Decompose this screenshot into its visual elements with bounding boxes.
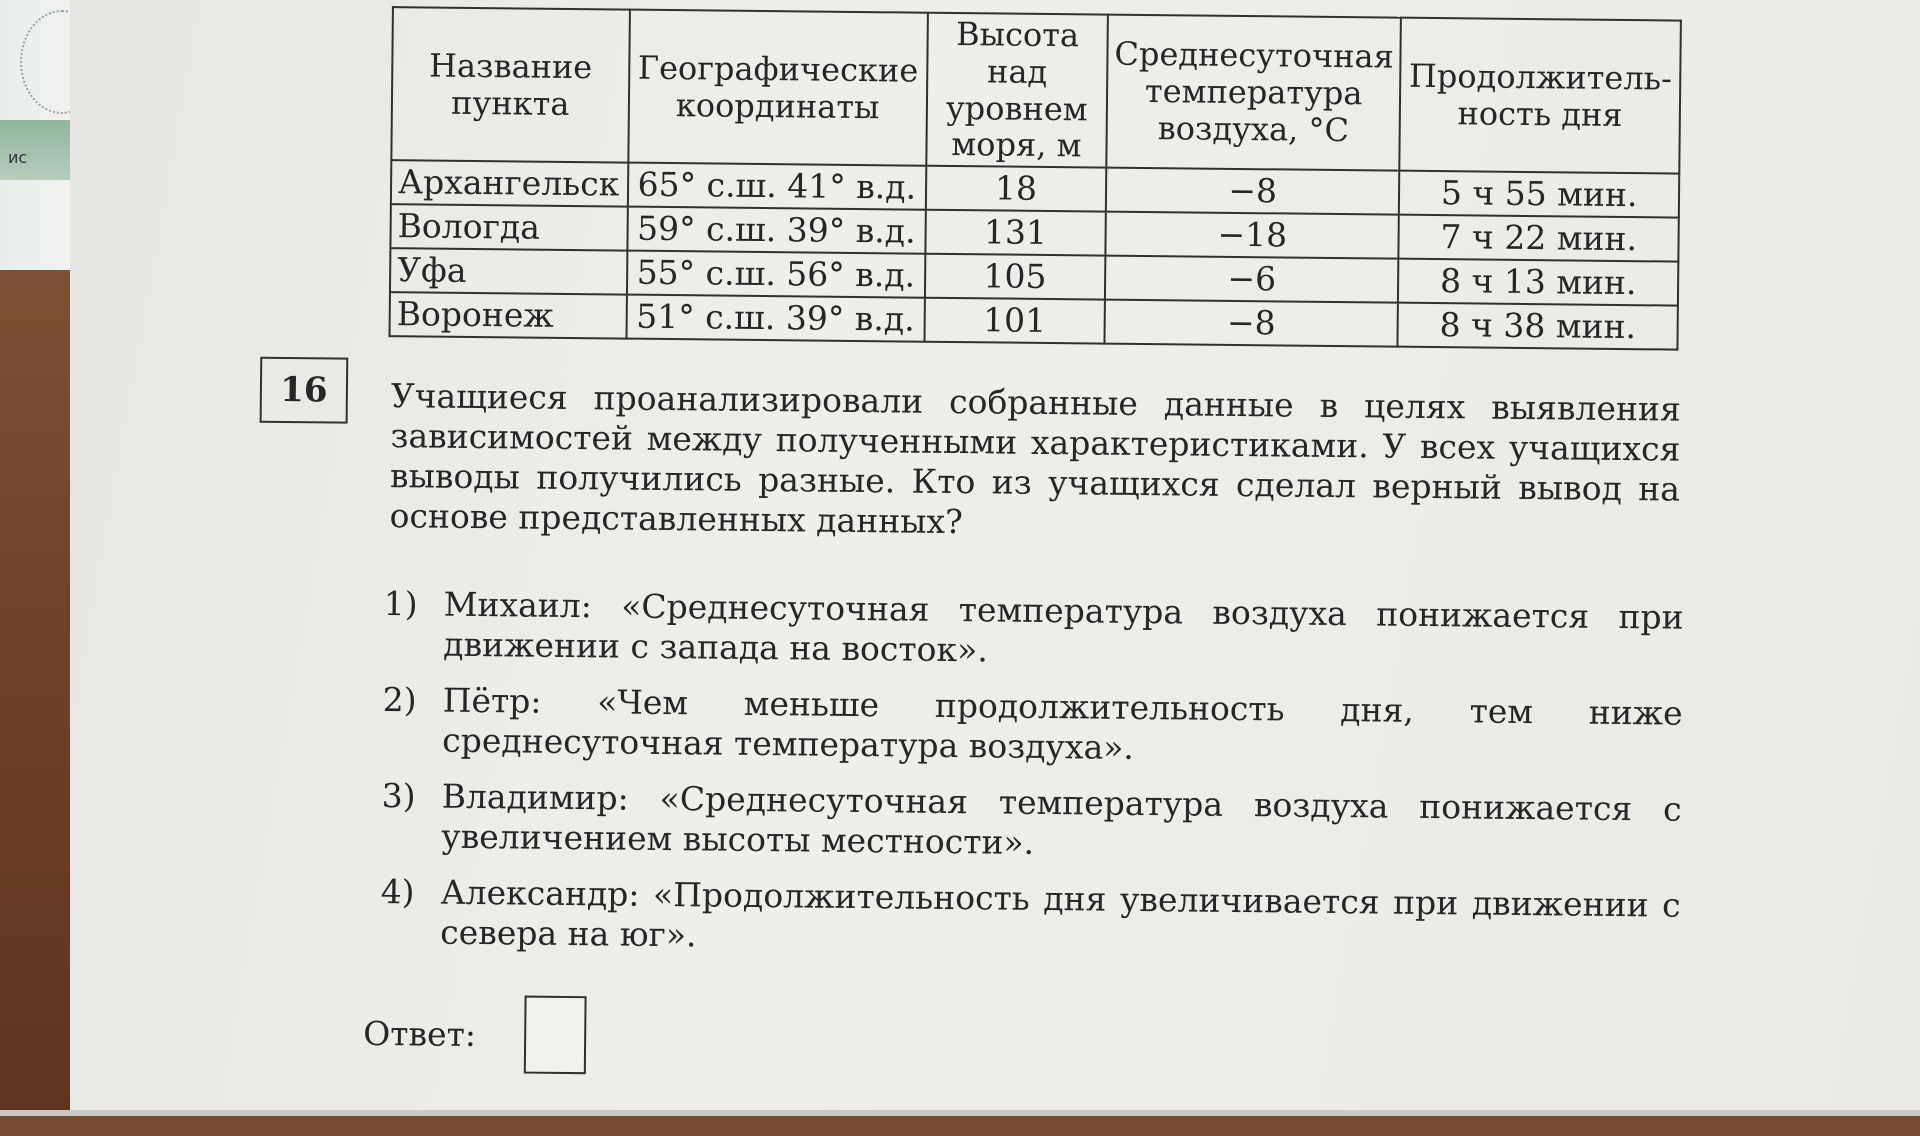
notebook-fragment: ис (8, 148, 28, 167)
option-number: 2) (382, 680, 417, 720)
cell-coordinates: 55° с.ш. 56° в.д. (627, 251, 926, 298)
header-name: Название пункта (391, 7, 629, 163)
option-text: Александр: «Продолжительность дня увеличивается при движении с севера на юг». (440, 872, 1681, 955)
table-header-row (391, 7, 1681, 174)
cell-city: Вологда (390, 204, 627, 250)
header-altitude: Высота над уровнем моря, м (926, 13, 1108, 168)
option-number: 3) (381, 776, 416, 816)
question-number: 16 (260, 357, 349, 424)
header-temperature: Среднесуточная температура воздуха, °C (1106, 15, 1401, 171)
cell-altitude: 131 (925, 210, 1106, 256)
answer-box[interactable] (524, 996, 587, 1075)
cell-city: Уфа (390, 248, 627, 294)
cell-day-length: 5 ч 55 мин. (1399, 171, 1679, 218)
cell-coordinates: 59° с.ш. 39° в.д. (627, 207, 926, 254)
option-2 (382, 680, 1683, 774)
option-number: 1) (383, 584, 418, 624)
cell-temperature: −8 (1106, 168, 1400, 215)
cell-coordinates: 51° с.ш. 39° в.д. (626, 295, 925, 342)
cell-day-length: 7 ч 22 мин. (1399, 215, 1679, 262)
option-number: 4) (380, 872, 415, 912)
cell-temperature: −8 (1104, 300, 1398, 347)
header-coordinates: Географические координаты (628, 10, 928, 166)
cell-temperature: −18 (1105, 212, 1399, 259)
cell-altitude: 18 (926, 166, 1107, 212)
cell-altitude: 101 (924, 298, 1105, 344)
cell-altitude: 105 (925, 254, 1106, 300)
option-text: Пётр: «Чем меньше продолжительность дня, тем ниже среднесуточная температура воздуха». (442, 680, 1683, 767)
cell-city: Воронеж (389, 292, 626, 338)
cell-city: Архангельск (391, 160, 628, 206)
option-1 (383, 584, 1684, 678)
option-text: Михаил: «Среднесуточная температура воздуха понижается при движении с запада на восток». (443, 584, 1684, 670)
cell-day-length: 8 ч 13 мин. (1398, 259, 1678, 306)
option-text: Владимир: «Среднесуточная температура воздуха понижается с увеличением высоты местности». (441, 776, 1682, 862)
answer-label: Ответ: (362, 1013, 477, 1055)
question-text: Учащиеся проанализировали собранные данные в целях выявления зависимостей между полученными характеристиками. У всех учащихся выводы получились разные. Кто из учащихся сделал верный вывод на основе представленных данных? (389, 376, 1682, 542)
cell-coordinates: 65° с.ш. 41° в.д. (628, 163, 927, 210)
cell-temperature: −6 (1105, 256, 1399, 303)
option-4 (380, 872, 1681, 966)
bottom-edge (0, 1110, 1920, 1116)
option-3 (381, 776, 1682, 870)
answer-options (380, 584, 1684, 982)
climate-data-table (388, 6, 1681, 351)
cell-day-length: 8 ч 38 мин. (1398, 303, 1678, 350)
header-day-length: Продолжитель-ность дня (1400, 18, 1681, 174)
